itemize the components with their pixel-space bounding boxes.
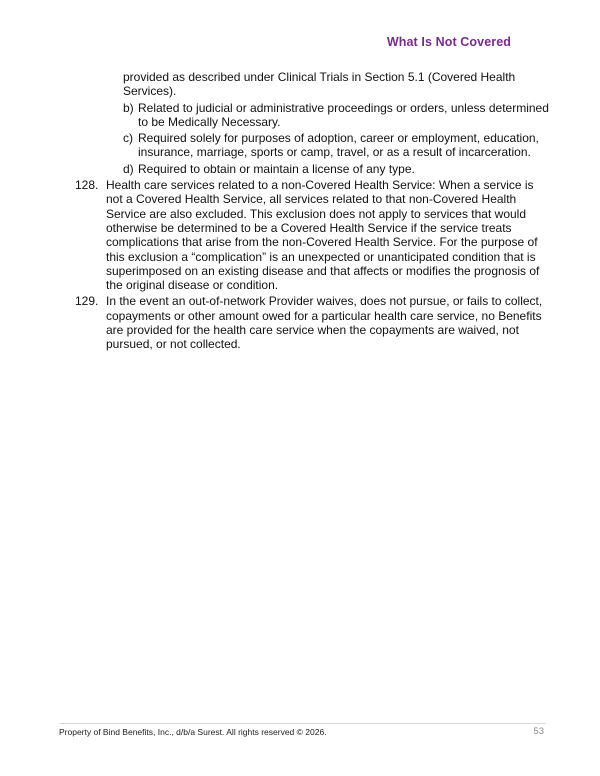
sub-list-item-c [123,131,550,160]
sub-list-marker: d) [123,161,134,176]
continuation-paragraph: provided as described under Clinical Trials in Section 5.1 (Covered Health Services). [123,70,516,99]
sub-list-text: Required solely for purposes of adoption, career or employment, education, insurance, marriage, sports or camp, travel, or as a result of incarceration. [138,131,539,160]
footer-divider [59,723,546,724]
numbered-item-text: Health care services related to a non-Covered Health Service: When a service is not a Covered Health Service, all services related to that non-Covered Health Service are also excluded. This exclusion does not apply to services that would otherwise be determined to be a Covered Health Service if the service treats complications that arise from the non-Covered Health Service. For the purpose of this exclusion a “complication” is an unexpected or unanticipated condition that is superimposed on an existing disease and that affects or modifies the prognosis of the original disease or condition. [106,178,540,293]
sub-list-item-b [123,101,550,130]
footer-copyright: Property of Bind Benefits, Inc., d/b/a Surest. All rights reserved © 2026. [59,727,327,737]
sub-list-marker: c) [123,131,133,146]
sub-list-text: Required to obtain or maintain a license of any type. [138,161,415,176]
document-body [75,70,550,352]
sub-list-text: Related to judicial or administrative proceedings or orders, unless determined to be Medically Necessary. [138,100,549,129]
sub-list-marker: b) [123,100,134,115]
page-number: 53 [533,726,544,737]
sub-list-item-d [123,162,550,176]
numbered-item-129 [75,294,550,351]
numbered-item-marker: 129. [75,294,99,309]
numbered-item-marker: 128. [75,178,99,193]
numbered-item-128 [75,178,550,292]
section-header-title: What Is Not Covered [386,35,511,49]
numbered-item-text: In the event an out-of-network Provider waives, does not pursue, or fails to collect, copayments or other amount owed for a particular health care service, no Benefits are provided for the health care service when the copayments are waived, not pursued, or not collected. [106,294,543,352]
